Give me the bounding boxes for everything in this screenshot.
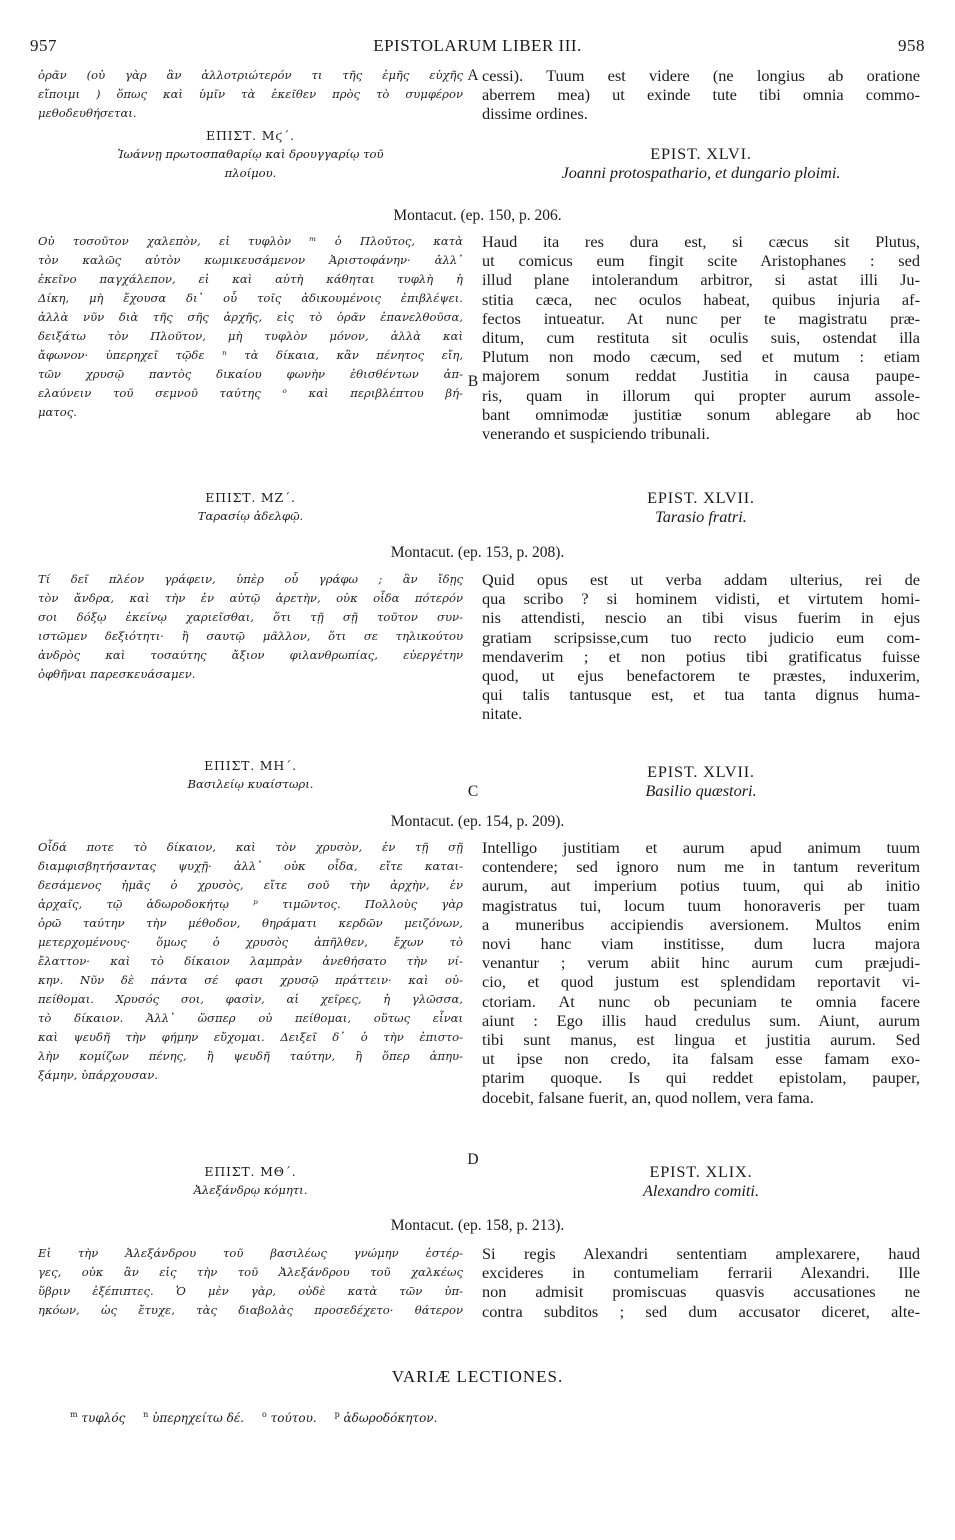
greek-continuation: [38, 66, 463, 123]
latin-line: stitia cæca, nec oculos habeat, quibus injuria af-: [482, 289, 920, 309]
greek-line: μεθοδευθήσεται.: [38, 106, 137, 120]
greek-line: ὕβριν ἐξέπιπτες. Ὁ μὲν γὰρ, οὐδὲ κατὰ τῶν ὑπ-: [38, 1284, 463, 1298]
latin-line: ut comicus eum fingit scite Aristophanes : sed: [482, 251, 920, 271]
latin-line: aiunt : Ego illis haud credulus sum. Aiunt, aurum: [482, 1010, 920, 1030]
latin-line: illud plane intolerandum arbitror, si astat illi Ju-: [482, 270, 920, 290]
latin-line: qui talis tantusque est, et tua tanta dignus huma-: [482, 685, 920, 705]
latin-line: aurum, aut imperium potius tuum, qui ab initio: [482, 876, 920, 896]
latin-line: mendaverim ; et non potius tibi gratificatus fuisse: [482, 646, 920, 666]
latin-line: venerando et suspiciendo tribunali.: [482, 424, 710, 444]
latin-line: Si regis Alexandri sententiam amplexarere, haud: [482, 1244, 920, 1263]
greek-line: καὶ ψευδῆ τὴν φήμην εὔχομαι. Δειξεῖ δ᾽ ὁ τὴν ἐπιστο-: [38, 1030, 463, 1044]
source-reference: Montacut. (ep. 150, p. 206.: [393, 207, 562, 224]
running-head: [30, 36, 925, 58]
note-mark: n: [143, 1410, 149, 1419]
greek-letter-heading: [38, 756, 463, 794]
greek-letter-body: [38, 570, 463, 684]
latin-line: ctoriam. At nunc ob pecuniam te omnia facere: [482, 991, 920, 1011]
greek-line: σοι δόξῳ ἐκείνῳ χαριεῖσθαι, ὅτι τῇ σῇ τοῦτον συν-: [38, 610, 463, 624]
latin-line: Quid opus est ut verba addam ulterius, rei de: [482, 570, 920, 589]
latin-line: a muneribus accipiendis aversionem. Multos enim: [482, 914, 920, 934]
latin-line: majorem sonum reddat Justitia in causa paupe-: [482, 366, 920, 386]
greek-line: ματος.: [38, 405, 77, 419]
latin-line: non admisit promiscuas quasvis accusationes ne: [482, 1282, 920, 1302]
greek-line: ἐκεῖνο παγχάλεπον, εἰ καὶ αὐτὴ κάθηται τυφλὴ ἡ: [38, 272, 463, 286]
running-title: EPISTOLARUM LIBER III.: [373, 36, 582, 55]
greek-letter-body: [38, 838, 463, 1085]
greek-letter-body: [38, 232, 463, 422]
greek-letter-body: [38, 1244, 463, 1320]
greek-line: Δίκη, μὴ ἔχουσα δι᾽ οὗ τοῖς ἀδικουμένοις ἐπιβλέψει.: [38, 291, 463, 305]
greek-line: ελαύνειν τοῦ σεμνοῦ ταύτης ᵒ καὶ περιβλέπτου βή-: [38, 386, 463, 400]
greek-letter-address: πλοίμου.: [224, 166, 277, 180]
latin-line: bant omnimodæ justitiæ sonum ablegare ab hoc: [482, 404, 920, 424]
variant-note: [143, 1411, 244, 1425]
latin-letter-body: [482, 1244, 920, 1321]
latin-line: Haud ita res dura est, si cæcus sit Plutus,: [482, 232, 920, 251]
latin-line: qua scribo ? si hominem vidisti, et virtutem homi-: [482, 589, 920, 609]
page-number-left: 957: [30, 36, 57, 55]
greek-letter-heading: [38, 126, 463, 183]
greek-line: ἔλαττον· καὶ τὸ δίκαιον λαμπρὰν ἀνεθήσατο τὴν νί-: [38, 954, 463, 968]
variant-notes: [70, 1410, 870, 1425]
latin-letter-heading: [482, 762, 920, 800]
greek-line: τὸν καλῶς αὐτὸν κωμικευσάμενον Ἀριστοφάνην· ἀλλ᾽: [38, 253, 463, 267]
latin-letter-address: Joanni protospathario, et dungario ploimi.: [561, 163, 841, 183]
latin-letter-title: EPIST. XLVII.: [647, 762, 755, 781]
latin-line: nis attendisti, nescio an tibi visus fuerim in ejus: [482, 608, 920, 628]
greek-line: δεσάμενος ἡμᾶς ὁ χρυσὸς, εἴτε σοῦ τὴν ἀρχὴν, ἐν: [38, 878, 463, 892]
page-number-right: 958: [898, 36, 925, 55]
greek-line: τὸν ἄνδρα, καὶ τὴν ἐν αὐτῷ ἀρετὴν, οὐκ οἶδα πότερόν: [38, 591, 463, 605]
margin-letter-b: B: [467, 373, 479, 390]
latin-line: ditum, cum restituta sit oculis suis, ostendat illa: [482, 328, 920, 348]
greek-line: κην. Νῦν δὲ πάντα σέ φασι χρυσῷ πράττειν· καὶ οὐ-: [38, 973, 463, 987]
greek-line: τῶν χρυσῷ παντὸς δικαίου φωνὴν ἐθισθέντων ἀπ-: [38, 367, 463, 381]
note-text: τούτου.: [270, 1411, 317, 1425]
margin-letter-c: C: [467, 783, 479, 800]
latin-letter-address: Alexandro comiti.: [642, 1181, 760, 1201]
greek-line: ξάμην, ὑπάρχουσαν.: [38, 1068, 158, 1082]
margin-letter-d: D: [467, 1151, 479, 1168]
latin-continuation: [482, 66, 920, 124]
greek-line: διαμφισβητήσαντας ψυχῇ· ἀλλ᾽ οὐκ οἶδα, εἴτε καται-: [38, 859, 463, 873]
note-text: τυφλός: [81, 1411, 126, 1425]
greek-line: εἴποιμι ) ὅπως καὶ ὑμῖν τὰ ἐκεῖθεν πρὸς τὸ συμφέρον: [38, 87, 463, 101]
latin-line: venantur ; verum abiit hinc aurum cum præjudi-: [482, 953, 920, 973]
latin-letter-address: Basilio quæstori.: [645, 781, 757, 801]
latin-line: ris, quam in illorum qui propter aurum assole-: [482, 385, 920, 405]
greek-line: ὁρᾶν (οὐ γὰρ ἂν ἀλλοτριώτερόν τι τῆς ἐμῆς εὐχῆς: [38, 68, 463, 82]
latin-letter-title: EPIST. XLVI.: [650, 144, 752, 163]
greek-line: τὸ δίκαιον. Ἀλλ᾽ ὥσπερ οὐ πείθομαι, οὕτως εἶναι: [38, 1011, 463, 1025]
note-mark: p: [334, 1410, 340, 1419]
greek-line: μετερχομένους· ὅμως ὁ χρυσὸς ἀπῆλθεν, ἔχων τὸ: [38, 935, 463, 949]
greek-line: ηκόων, ὡς ἔτυχε, τὰς διαβολὰς προσεδέχετο· θάτερον: [38, 1303, 463, 1317]
latin-line: aberrem mea) ut exinde tute tibi omnia commo-: [482, 85, 920, 105]
greek-line: ἀλλὰ νῦν διὰ τῆς σῆς ἀρχῆς, εἰς τὸ ὁρᾶν ἐπανελθοῦσα,: [38, 310, 463, 324]
variae-lectiones-heading: VARIÆ LECTIONES.: [391, 1367, 564, 1386]
latin-letter-address: Tarasio fratri.: [655, 507, 747, 527]
latin-line: quod, ut ejus benefactorem te præstes, induxerim,: [482, 666, 920, 686]
greek-line: ὀφθῆναι παρεσκευάσαμεν.: [38, 667, 196, 681]
latin-line: fectos intueatur. At nunc per te magistratu præ-: [482, 308, 920, 328]
greek-line: ἄφωνον· ὑπερηχεῖ τῷδε ⁿ τὰ δίκαια, κἂν πένητος εἴη,: [38, 348, 463, 362]
latin-line: ptarim quoque. Is qui reddet epistolam, pauper,: [482, 1068, 920, 1088]
latin-line: Plutum non modo cæcum, sed et mutum : etiam: [482, 347, 920, 367]
greek-line: Οἶδά ποτε τὸ δίκαιον, καὶ τὸν χρυσὸν, ἐν τῇ σῇ: [38, 840, 463, 854]
greek-letter-heading: [38, 488, 463, 526]
greek-letter-address: Ταρασίῳ ἀδελφῷ.: [197, 509, 304, 523]
greek-line: δειξάτω τὸν Πλοῦτον, μὴ τυφλὸν μόνον, ἀλλὰ καὶ: [38, 329, 463, 343]
latin-letter-body: [482, 232, 920, 443]
note-mark: o: [261, 1410, 267, 1419]
note-mark: m: [70, 1410, 78, 1419]
latin-letter-title: EPIST. XLVII.: [647, 488, 755, 507]
greek-line: Τί δεῖ πλέον γράφειν, ὑπὲρ οὗ γράφω ; ἂν ἴδῃς: [38, 572, 463, 586]
latin-line: novi hanc viam institisse, dum lucra majora: [482, 934, 920, 954]
source-reference: Montacut. (ep. 154, p. 209).: [390, 813, 565, 830]
latin-line: gratiam scripsisse,cum tuo recto judicio eum com-: [482, 627, 920, 647]
latin-letter-body: [482, 570, 920, 724]
note-text: ὑπερηχείτω δέ.: [152, 1411, 245, 1425]
latin-line: nitate.: [482, 704, 523, 724]
latin-letter-heading: [482, 488, 920, 526]
latin-letter-heading: [482, 1162, 920, 1200]
latin-line: excideres in contumeliam ferrarii Alexandri. Ille: [482, 1263, 920, 1283]
latin-line: tibi sunt manus, est lingua et justitia aurum. Sed: [482, 1030, 920, 1050]
greek-line: ἀνδρὸς καὶ τοσαύτης ἄξιον φιλανθρωπίας, εὐεργέτην: [38, 648, 463, 662]
latin-line: cio, et quod justum est splendidam reportavit vi-: [482, 972, 920, 992]
latin-line: magistratus tui, locum tuum honoraveris per tuam: [482, 895, 920, 915]
greek-line: ἀρχαῖς, τῷ ἀδωροδοκήτῳ ᵖ τιμῶντος. Πολλοὺς γὰρ: [38, 897, 463, 911]
variant-note: [262, 1411, 317, 1425]
note-text: ἀδωροδόκητον.: [343, 1411, 438, 1425]
greek-letter-address: Ἰωάννῃ πρωτοσπαθαρίῳ καὶ δρουγγαρίῳ τοῦ: [117, 147, 384, 161]
greek-line: ιστῶμεν δεξιότητι· ἢ σαυτῷ μᾶλλον, ὅτι σε τηλικούτου: [38, 629, 463, 643]
greek-letter-title: ΕΠΙΣΤ. ΜΖ΄.: [205, 490, 296, 505]
latin-line: contra subditos ; sed dum accusator diceret, alte-: [482, 1301, 920, 1321]
greek-line: πείθομαι. Χρυσός σοι, φασὶν, αἱ χεῖρες, ἡ γλῶσσα,: [38, 992, 463, 1006]
greek-line: ὁρῶ ταύτην τὴν μέθοδον, θηράματι κερδῶν μειζόνων,: [38, 916, 463, 930]
source-reference: Montacut. (ep. 158, p. 213).: [390, 1217, 565, 1234]
greek-letter-title: ΕΠΙΣΤ. Μϛ΄.: [206, 128, 295, 143]
greek-line: Οὐ τοσοῦτον χαλεπὸν, εἰ τυφλὸν ᵐ ὁ Πλοῦτος, κατὰ: [38, 234, 463, 248]
latin-line: Intelligo justitiam et aurum apud animum tuum: [482, 838, 920, 857]
margin-letter-a: A: [467, 67, 479, 84]
greek-line: λὴν κομίζων πένης, ἢ ψευδῆ ταύτην, ἢ ὅπερ ἀπηυ-: [38, 1049, 463, 1063]
greek-letter-title: ΕΠΙΣΤ. ΜΗ΄.: [204, 758, 297, 773]
greek-letter-address: Βασιλείῳ κυαίστωρι.: [187, 777, 314, 791]
latin-line: cessi). Tuum est videre (ne longius ab oratione: [482, 66, 920, 85]
variant-note: [335, 1411, 438, 1425]
latin-line: dissime ordines.: [482, 104, 588, 124]
latin-line: docebit, falsane fuerit, an, quod nollem, vera fama.: [482, 1087, 814, 1107]
greek-letter-address: Ἀλεξάνδρῳ κόμητι.: [193, 1183, 308, 1197]
latin-line: contendere; sed ignoro num me in tantum reveritum: [482, 857, 920, 877]
greek-line: γες, οὐκ ἂν εἰς τὴν τοῦ Ἀλεξάνδρου τοῦ χαλκέως: [38, 1265, 463, 1279]
greek-letter-title: ΕΠΙΣΤ. ΜΘ΄.: [204, 1164, 297, 1179]
source-reference: Montacut. (ep. 153, p. 208).: [390, 544, 565, 561]
latin-letter-heading: [482, 144, 920, 182]
variant-note: [70, 1411, 125, 1425]
greek-letter-heading: [38, 1162, 463, 1200]
greek-line: Εἰ τὴν Ἀλεξάνδρου τοῦ βασιλέως γνώμην ἐστέρ-: [38, 1246, 463, 1260]
latin-letter-body: [482, 838, 920, 1107]
latin-line: ut ipse non credo, ita falsam esse famam exo-: [482, 1049, 920, 1069]
latin-letter-title: EPIST. XLIX.: [649, 1162, 753, 1181]
